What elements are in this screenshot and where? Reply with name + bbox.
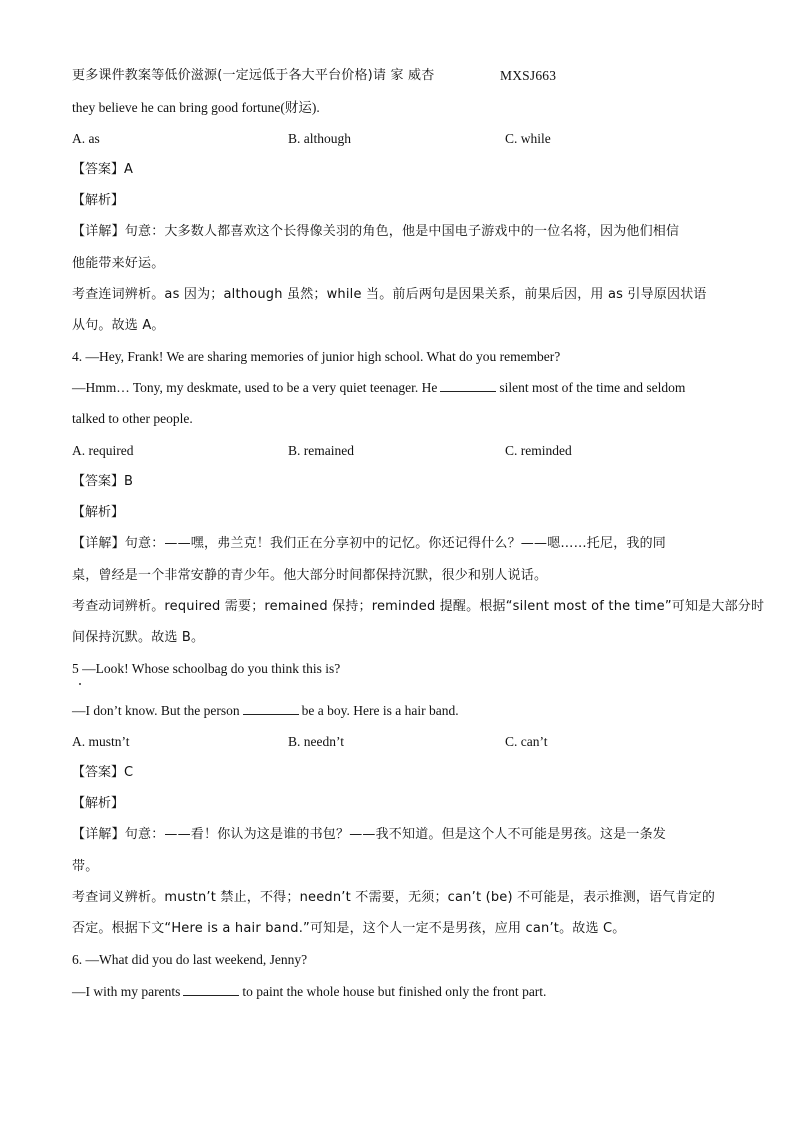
q5-option-c: C. can’t bbox=[505, 734, 548, 749]
q5-option-a: A. mustn’t bbox=[72, 734, 130, 749]
q5-detail-line1: 【详解】句意：——看！你认为这是谁的书包？——我不知道。但是这个人不可能是男孩。这是一条发 bbox=[72, 827, 667, 842]
q4-stem-line1: 4. —Hey, Frank! We are sharing memories of junior high school. What do you remember? bbox=[72, 349, 561, 364]
q3-analysis-heading: 【解析】 bbox=[72, 193, 125, 208]
q3-detail-line1: 【详解】句意：大多数人都喜欢这个长得像关羽的角色，他是中国电子游戏中的一位名将，因为他们相信 bbox=[72, 224, 680, 239]
q4-explain-line1: 考查动词辨析。required 需要；remained 保持；reminded 提醒。根据“silent most of the time”可知是大部分时 bbox=[72, 599, 765, 614]
q3-option-c: C. while bbox=[505, 131, 551, 146]
q5-answer: 【答案】C bbox=[72, 765, 134, 780]
q4-detail-line1: 【详解】句意：——嘿，弗兰克！我们正在分享初中的记忆。你还记得什么？——嗯……托尼，我的同 bbox=[72, 536, 667, 551]
q6-stem-line2-before: —I with my parents bbox=[72, 984, 181, 999]
q4-answer-blank bbox=[440, 379, 496, 392]
q5-stem-line2-after: be a boy. Here is a hair band. bbox=[301, 703, 459, 718]
q5-explain-line2: 否定。根据下文“Here is a hair band.”可知是，这个人一定不是男孩，应用 can’t。故选 C。 bbox=[72, 921, 626, 936]
q3-explain-line2: 从句。故选 A。 bbox=[72, 318, 165, 333]
q6-stem-line2 bbox=[72, 983, 546, 1001]
q4-stem-line2 bbox=[72, 379, 685, 397]
q3-option-b: B. although bbox=[288, 131, 351, 146]
q5-option-b: B. needn’t bbox=[288, 734, 344, 749]
header-promo bbox=[72, 67, 557, 85]
q3-stem-continuation: they believe he can bring good fortune(财运). bbox=[72, 100, 320, 115]
q5-stem-line1: 5 —Look! Whose schoolbag do you think this is? bbox=[72, 661, 341, 676]
q5-analysis-heading: 【解析】 bbox=[72, 796, 125, 811]
q4-detail-line2: 桌，曾经是一个非常安静的青少年。他大部分时间都保持沉默，很少和别人说话。 bbox=[72, 568, 548, 583]
stray-dot-mark bbox=[79, 683, 81, 685]
q4-analysis-heading: 【解析】 bbox=[72, 505, 125, 520]
q4-answer: 【答案】B bbox=[72, 474, 133, 489]
q4-option-b: B. remained bbox=[288, 443, 354, 458]
q5-explain-line1: 考查词义辨析。mustn’t 禁止，不得；needn’t 不需要，无须；can’t (be) 不可能是，表示推测，语气肯定的 bbox=[72, 890, 716, 905]
q6-stem-line1: 6. —What did you do last weekend, Jenny? bbox=[72, 952, 308, 967]
q6-stem-line2-after: to paint the whole house but finished only the front part. bbox=[242, 984, 547, 999]
header-code: MXSJ663 bbox=[500, 68, 557, 83]
q3-option-a: A. as bbox=[72, 131, 100, 146]
q4-stem-line2-before: —Hmm… Tony, my deskmate, used to be a very quiet teenager. He bbox=[72, 380, 438, 395]
q5-stem-line2-before: —I don’t know. But the person bbox=[72, 703, 240, 718]
header-promo-text: 更多课件教案等低价滋源(一定远低于各大平台价格)请 家 威杏 bbox=[72, 68, 435, 83]
q5-stem-line2 bbox=[72, 702, 459, 720]
q4-stem-line2-after: silent most of the time and seldom bbox=[499, 380, 686, 395]
q5-detail-line2: 带。 bbox=[72, 859, 99, 874]
q5-answer-blank bbox=[243, 702, 299, 715]
q4-option-c: C. reminded bbox=[505, 443, 572, 458]
q3-explain-line1: 考查连词辨析。as 因为；although 虽然；while 当。前后两句是因果关系，前果后因，用 as 引导原因状语 bbox=[72, 287, 707, 302]
q3-answer: 【答案】A bbox=[72, 162, 133, 177]
q4-explain-line2: 间保持沉默。故选 B。 bbox=[72, 630, 205, 645]
q3-detail-line2: 他能带来好运。 bbox=[72, 256, 165, 271]
q6-answer-blank bbox=[183, 983, 239, 996]
q4-option-a: A. required bbox=[72, 443, 134, 458]
q4-stem-line3: talked to other people. bbox=[72, 411, 193, 426]
